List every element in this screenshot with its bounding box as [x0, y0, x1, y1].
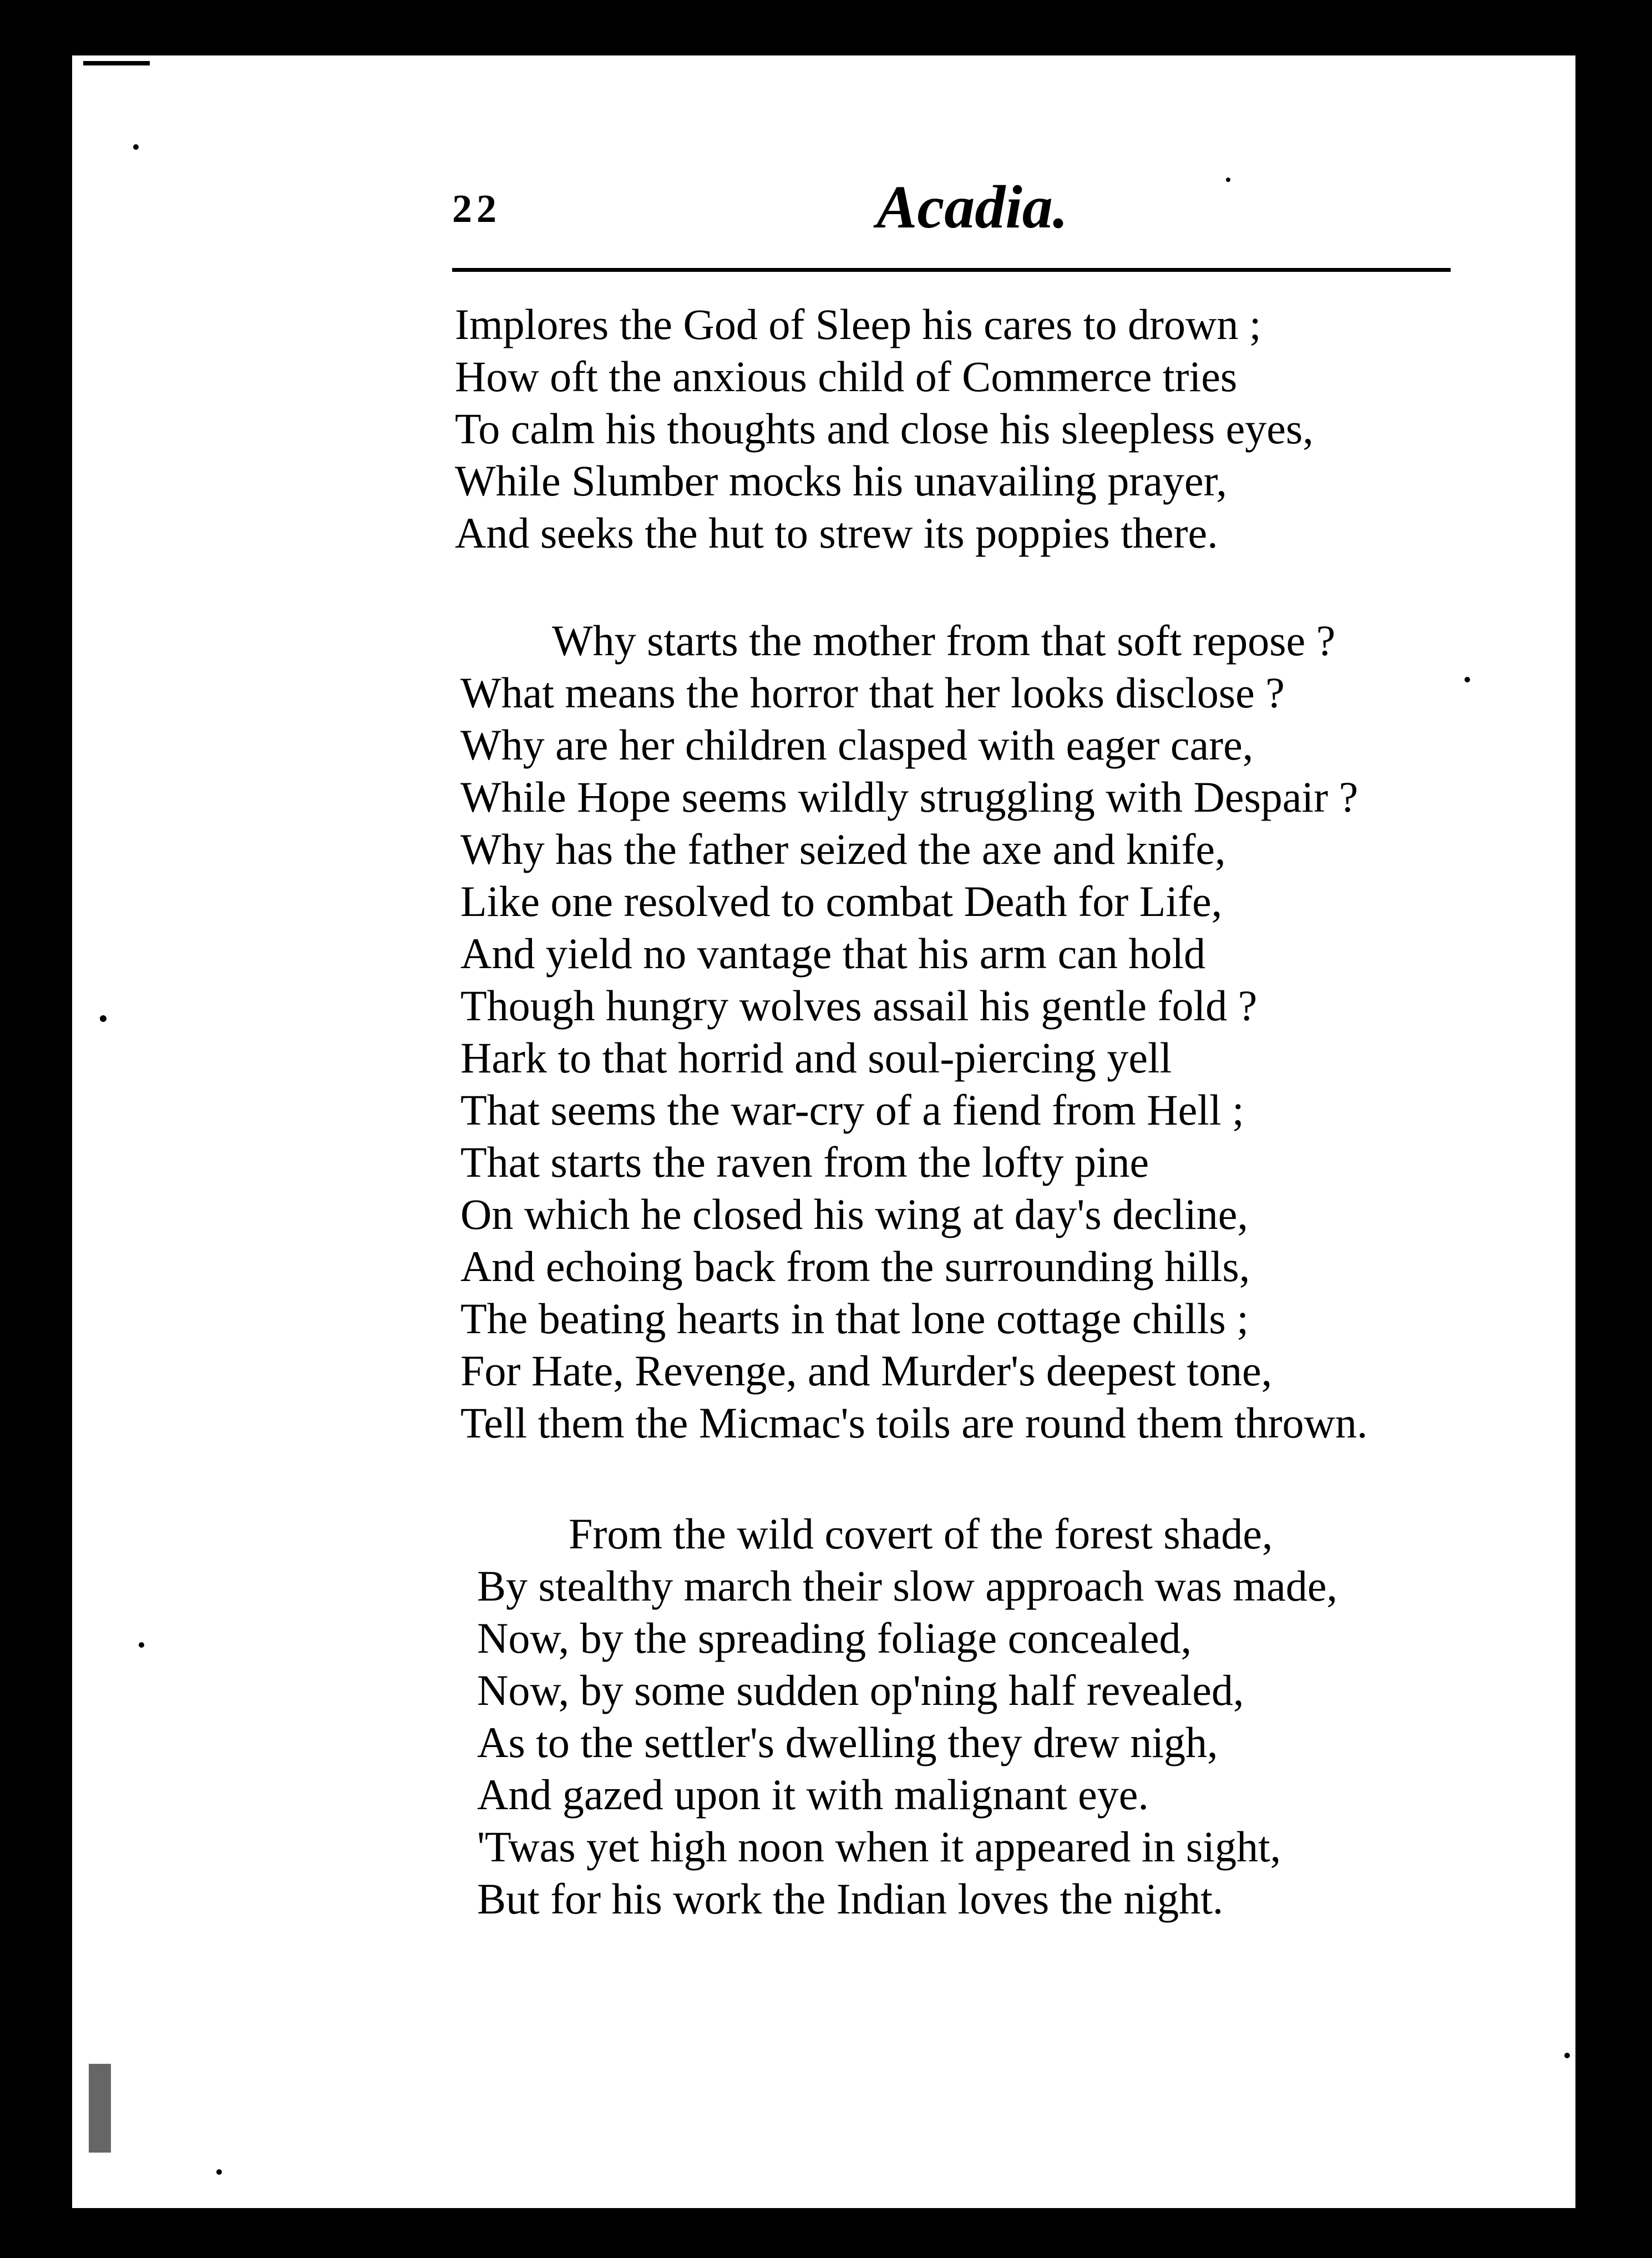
- scan-edge-mark: [83, 61, 150, 65]
- scan-speck: [1464, 677, 1470, 682]
- poem-line: By stealthy march their slow approach was made,: [477, 1562, 1337, 1610]
- scan-speck: [100, 1015, 107, 1022]
- scan-speck: [139, 1642, 144, 1648]
- poem-line: While Slumber mocks his unavailing prayer,: [455, 457, 1227, 505]
- poem-line: Hark to that horrid and soul-piercing yell: [460, 1034, 1172, 1082]
- poem-line: And seeks the hut to strew its poppies there.: [455, 509, 1218, 557]
- scan-speck: [1226, 178, 1230, 182]
- poem-line: While Hope seems wildly struggling with Despair ?: [460, 773, 1359, 821]
- poem-line: Though hungry wolves assail his gentle fold ?: [460, 981, 1258, 1030]
- poem-line: Why starts the mother from that soft repose ?: [552, 616, 1336, 665]
- poem-line: That seems the war-cry of a fiend from Hell ;: [460, 1086, 1244, 1134]
- poem-line: On which he closed his wing at day's decline,: [460, 1190, 1248, 1238]
- poem-line: Now, by the spreading foliage concealed,: [477, 1614, 1192, 1662]
- poem-line: As to the settler's dwelling they drew nigh,: [477, 1718, 1218, 1766]
- running-title: Acadia.: [876, 173, 1068, 241]
- poem-line: Why has the father seized the axe and knife,: [460, 825, 1226, 873]
- poem-line: That starts the raven from the lofty pine: [460, 1138, 1149, 1186]
- poem-line: And echoing back from the surrounding hills,: [460, 1242, 1250, 1290]
- stanza-1: [455, 298, 1314, 559]
- poem-line: How oft the anxious child of Commerce tries: [455, 352, 1238, 401]
- scan-edge-mark: [89, 2064, 111, 2153]
- stanza-3: [477, 1508, 1337, 1925]
- poem-line: 'Twas yet high noon when it appeared in sight,: [477, 1822, 1281, 1871]
- scan-speck: [133, 144, 139, 150]
- poem-line: From the wild covert of the forest shade,: [569, 1510, 1273, 1558]
- header-rule: [452, 268, 1451, 272]
- poem-line: For Hate, Revenge, and Murder's deepest tone,: [460, 1346, 1273, 1395]
- poem-line: What means the horror that her looks disclose ?: [460, 669, 1285, 717]
- poem-line: Why are her children clasped with eager care,: [460, 721, 1254, 769]
- poem-line: Tell them the Micmac's toils are round them thrown.: [460, 1399, 1368, 1447]
- stanza-2: [460, 615, 1367, 1449]
- poem-line: And yield no vantage that his arm can hold: [460, 929, 1205, 978]
- poem-line: But for his work the Indian loves the night.: [477, 1875, 1224, 1923]
- poem-line: To calm his thoughts and close his sleepless eyes,: [455, 404, 1314, 453]
- page-number: 22: [452, 186, 501, 231]
- scan-speck: [216, 2169, 222, 2175]
- poem-line: Like one resolved to combat Death for Life,: [460, 877, 1223, 925]
- poem-line: Implores the God of Sleep his cares to drown ;: [455, 300, 1261, 348]
- poem-line: Now, by some sudden op'ning half revealed,: [477, 1666, 1244, 1714]
- poem-line: The beating hearts in that lone cottage chills ;: [460, 1294, 1249, 1343]
- poem-line: And gazed upon it with malignant eye.: [477, 1770, 1149, 1819]
- scan-speck: [1564, 2053, 1570, 2058]
